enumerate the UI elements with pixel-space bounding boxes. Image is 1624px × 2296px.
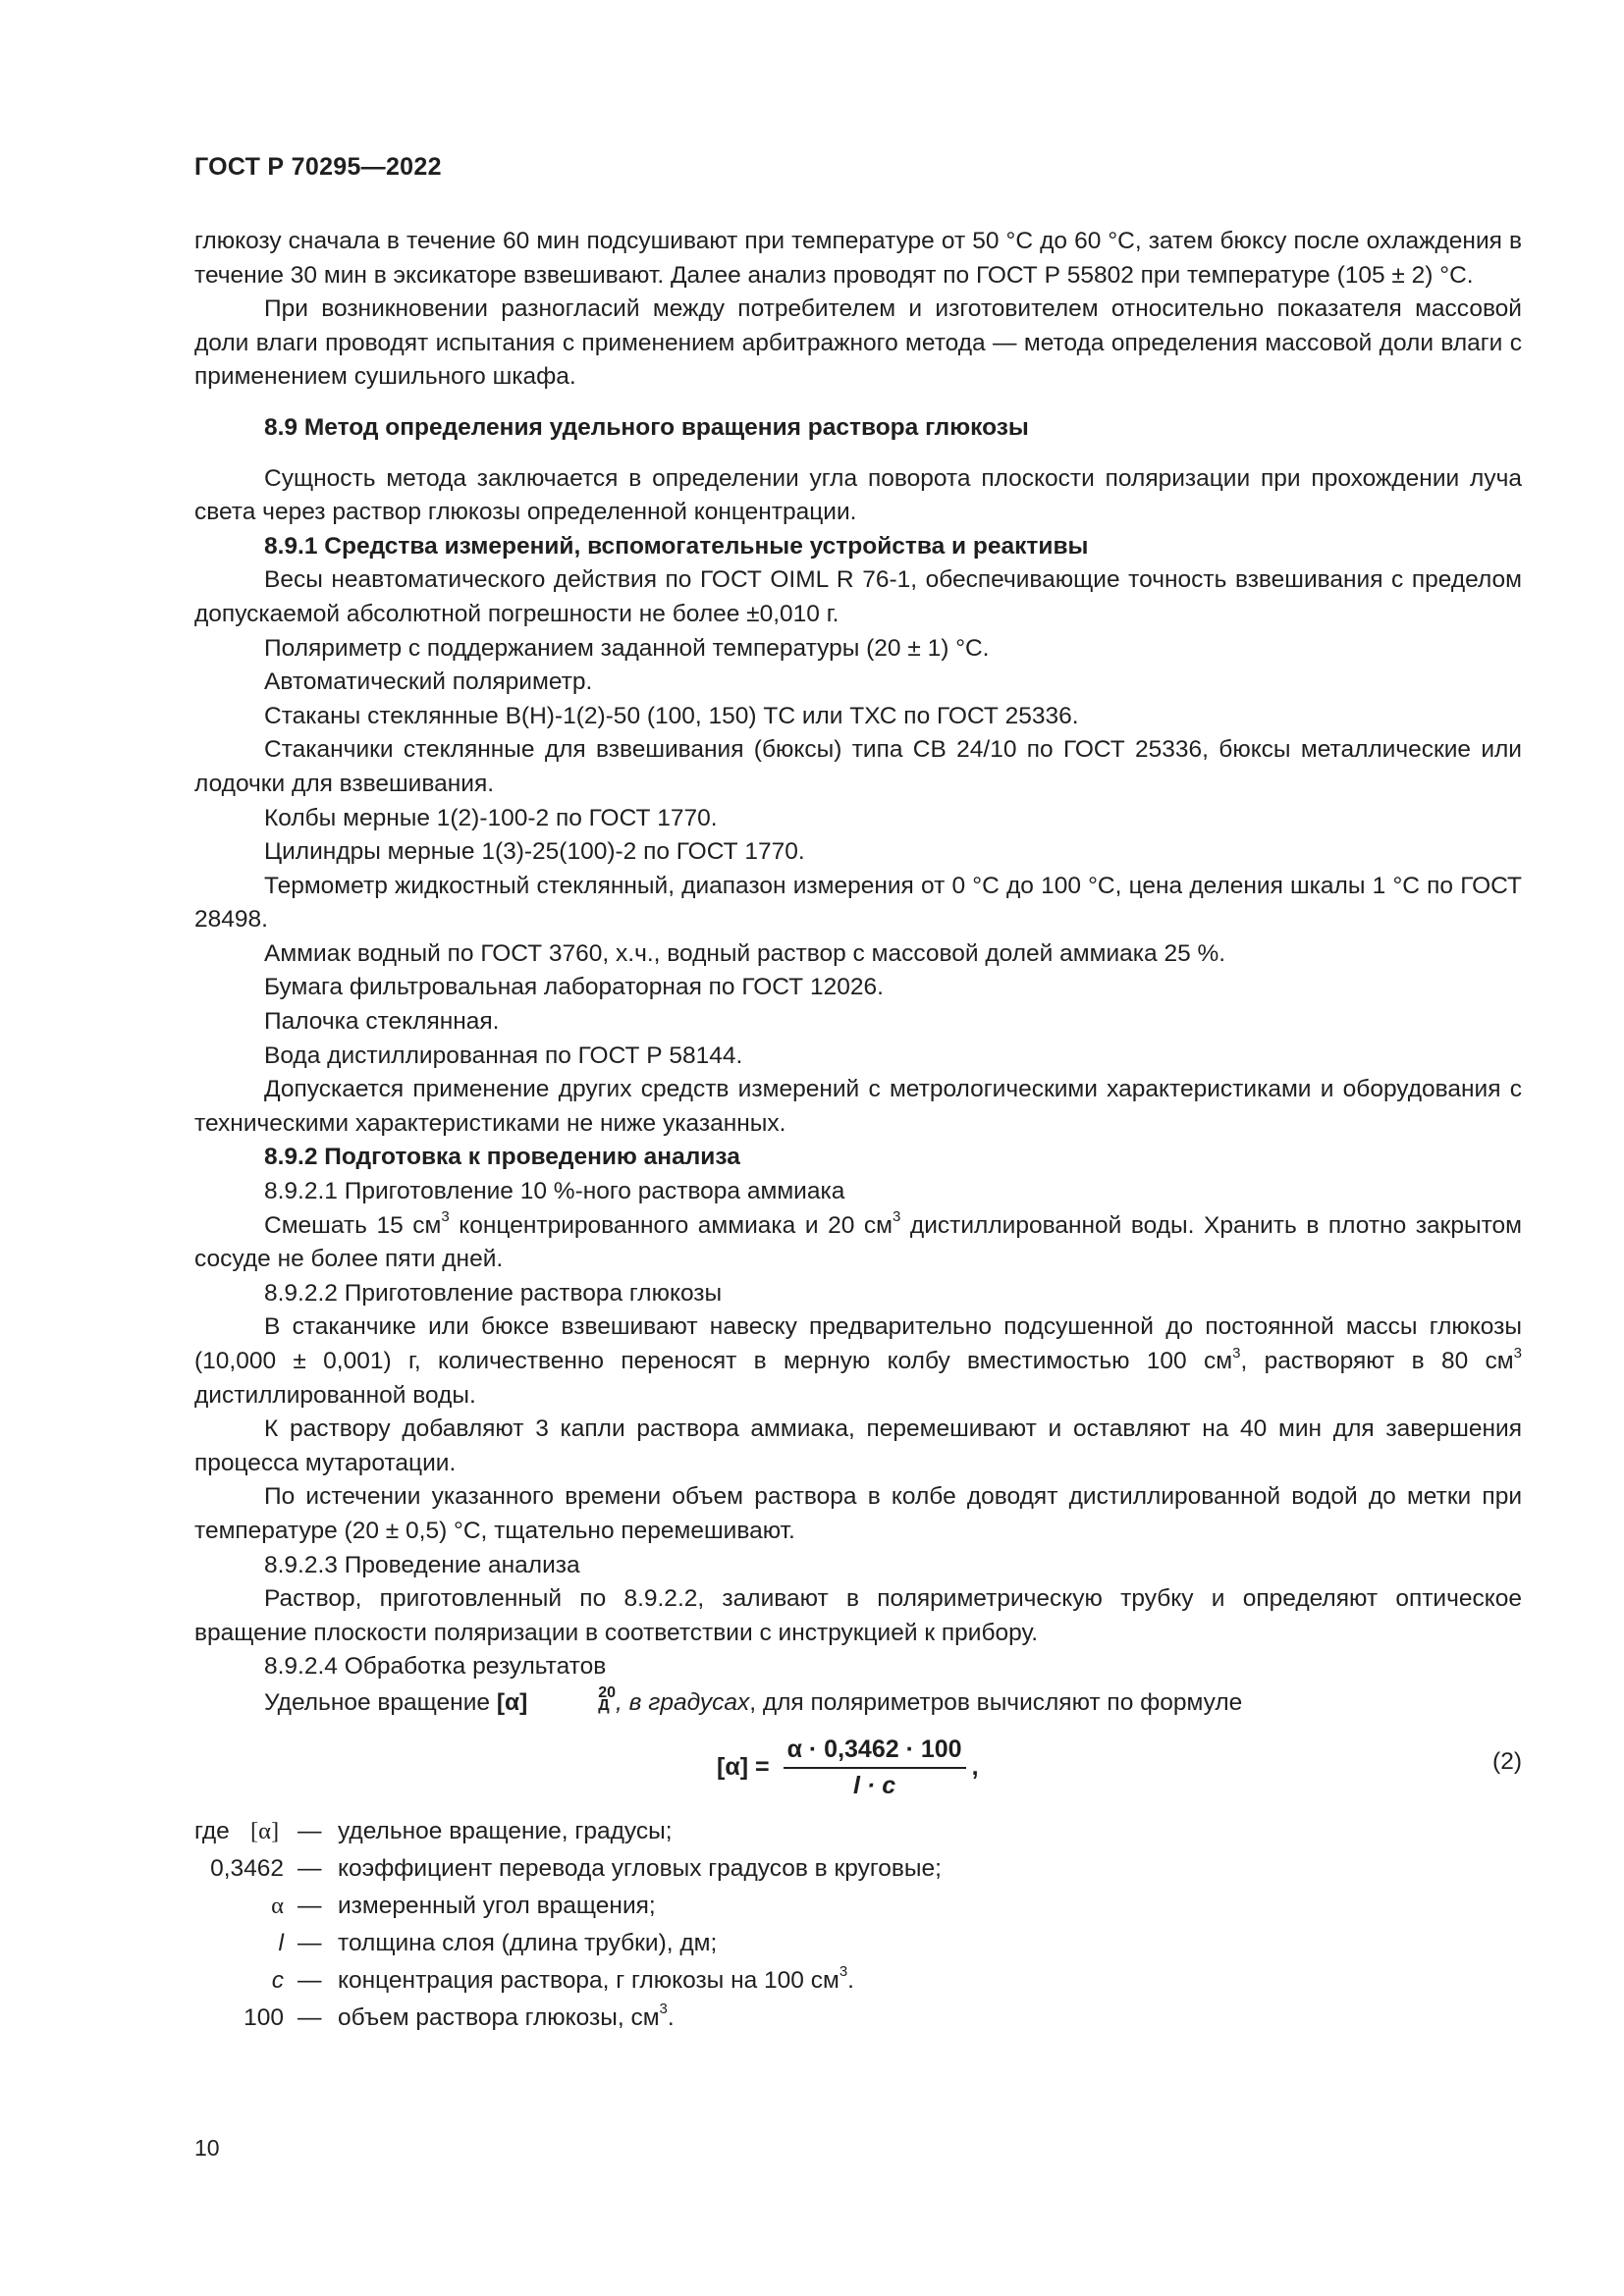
legend-text: измеренный угол вращения; (338, 1892, 656, 1919)
paragraph (194, 1209, 1522, 1277)
legend-text: объем раствора глюкозы, см (338, 2003, 660, 2031)
formula (717, 1735, 979, 1800)
paragraph: Сущность метода заключается в определении угла поворота плоскости поляризации при прохождении луча света через раствор глюкозы определенной концентрации. (194, 464, 1522, 526)
text-run: дистиллированной воды. (194, 1381, 476, 1409)
section-heading-8-9-2: 8.9.2 Подготовка к проведению анализа (264, 1144, 740, 1171)
page-content (194, 225, 1522, 2037)
formula-lhs: [α] = (717, 1752, 770, 1781)
legend-dash: — (298, 1966, 322, 1994)
legend-suffix: . (847, 1966, 854, 1994)
list-item: Поляриметр с поддержанием заданной температуры (20 ± 1) °С. (264, 634, 990, 662)
legend-dash: — (298, 2003, 322, 2031)
superscript: 3 (839, 1963, 848, 1981)
specific-rotation-symbol: [α] (496, 1688, 528, 1716)
text-run: Удельное вращение (264, 1688, 497, 1716)
legend-dash: — (298, 1929, 322, 1956)
legend-text-wrap (338, 2000, 675, 2037)
formula-legend (194, 1813, 1522, 2037)
text-run-italic: , в градусах (616, 1688, 750, 1716)
page-number: 10 (194, 2135, 220, 2161)
formula-number: (2) (1492, 1747, 1522, 1775)
paragraph: По истечении указанного времени объем раствора в колбе доводят дистиллированной водой до метки при температуре (20 ± 0,5) °С, тщательно перемешивают. (194, 1483, 1522, 1544)
legend-symbol: 100 (244, 2003, 284, 2031)
section-heading-8-9: 8.9 Метод определения удельного вращения раствора глюкозы (264, 413, 1029, 441)
list-item: Бумага фильтровальная лабораторная по ГОСТ 12026. (264, 974, 884, 1001)
subsection-heading-8-9-2-3: 8.9.2.3 Проведение анализа (264, 1551, 580, 1578)
list-item: Автоматический поляриметр. (264, 668, 593, 696)
text-run: , для поляриметров вычисляют по формуле (749, 1688, 1243, 1716)
subsection-heading-8-9-2-2: 8.9.2.2 Приготовление раствора глюкозы (264, 1279, 723, 1307)
list-item: Стаканы стеклянные В(Н)-1(2)-50 (100, 150) ТС или ТХС по ГОСТ 25336. (264, 702, 1079, 729)
rotation-scripts (528, 1684, 617, 1715)
text-run: концентрированного аммиака и 20 см (449, 1211, 893, 1239)
paragraph: При возникновении разногласий между потребителем и изготовителем относительно показателя массовой доли влаги проводят испытания с применением арбитражного метода — метода определения массовой доли влаги с применением сушильного шкафа. (194, 295, 1522, 391)
text-run: В стаканчике или бюксе взвешивают навеску предварительно подсушенной до постоянной массы глюкозы (10,000 ± 0,001) г, количественно переносят в мерную колбу вместимостью 100 см (194, 1313, 1522, 1374)
formula-block (194, 1729, 1522, 1799)
list-item: Вода дистиллированная по ГОСТ Р 58144. (264, 1041, 743, 1069)
list-item: Весы неавтоматического действия по ГОСТ OIML R 76-1, обеспечивающие точность взвешивания с пределом допускаемой абсолютной погрешности не более ±0,010 г. (194, 566, 1522, 627)
document-header: ГОСТ Р 70295—2022 (194, 153, 442, 181)
legend-symbol: 0,3462 (210, 1854, 284, 1882)
legend-row (194, 2000, 1522, 2037)
legend-symbol: α (271, 1892, 284, 1919)
legend-dash: — (298, 1817, 322, 1844)
section-heading-8-9-1: 8.9.1 Средства измерений, вспомогательные устройства и реактивы (264, 532, 1089, 560)
subsection-heading-8-9-2-1: 8.9.2.1 Приготовление 10 %-ного раствора аммиака (264, 1178, 845, 1205)
superscript: 3 (893, 1208, 901, 1226)
list-item: Термометр жидкостный стеклянный, диапазон измерения от 0 °С до 100 °С, цена деления шкалы 1 °С по ГОСТ 28498. (194, 872, 1522, 934)
subsection-heading-8-9-2-4: 8.9.2.4 Обработка результатов (264, 1653, 607, 1681)
paragraph: глюкозу сначала в течение 60 мин подсушивают при температуре от 50 °C до 60 °C, затем бюксу после охлаждения в течение 30 мин в эксикаторе взвешивают. Далее анализ проводят по ГОСТ Р 55802 при температуре (105 ± 2) °С. (194, 228, 1522, 289)
formula-numerator: α · 0,3462 · 100 (784, 1735, 966, 1769)
superscript: 3 (659, 2001, 668, 2018)
legend-symbol: l (278, 1929, 284, 1956)
legend-symbol: [α] (250, 1817, 280, 1844)
text-run: , растворяют в 80 см (1240, 1348, 1514, 1374)
d-line-subscript: Д (598, 1697, 610, 1715)
legend-row (194, 1850, 1522, 1888)
legend-text: коэффициент перевода угловых градусов в круговые; (338, 1854, 942, 1882)
superscript: 3 (1232, 1344, 1241, 1362)
legend-row (194, 1888, 1522, 1925)
paragraph (194, 1310, 1522, 1413)
formula-intro (194, 1686, 1522, 1721)
legend-dash: — (298, 1892, 322, 1919)
list-item: Палочка стеклянная. (264, 1008, 500, 1036)
list-item: Стаканчики стеклянные для взвешивания (бюксы) типа СВ 24/10 по ГОСТ 25336, бюксы металлические или лодочки для взвешивания. (194, 736, 1522, 797)
legend-row (194, 1962, 1522, 2000)
legend-row (194, 1813, 1522, 1850)
superscript: 3 (441, 1208, 450, 1226)
legend-dash: — (298, 1854, 322, 1882)
legend-text: толщина слоя (длина трубки), дм; (338, 1929, 718, 1956)
legend-symbol: c (271, 1966, 284, 1994)
list-item: Аммиак водный по ГОСТ 3760, х.ч., водный раствор с массовой долей аммиака 25 %. (264, 939, 1226, 967)
text-run: дистиллированной воды. Хранить в плотно закрытом сосуде не более пяти дней. (194, 1211, 1523, 1273)
paragraph: Раствор, приготовленный по 8.9.2.2, заливают в поляриметрическую трубку и определяют оптическое вращение плоскости поляризации в соответствии с инструкцией к прибору. (194, 1585, 1522, 1646)
legend-text: удельное вращение, градусы; (338, 1817, 673, 1844)
paragraph: Допускается применение других средств измерений с метрологическими характеристиками и оборудования с техническими характеристиками не ниже указанных. (194, 1076, 1522, 1137)
legend-prefix: где (194, 1817, 230, 1844)
legend-text-wrap (338, 1962, 854, 2000)
formula-denominator: l · c (853, 1771, 896, 1799)
list-item: Колбы мерные 1(2)-100-2 по ГОСТ 1770. (264, 804, 718, 831)
legend-row (194, 1925, 1522, 1962)
legend-suffix: . (667, 2003, 675, 2031)
formula-fraction (784, 1735, 966, 1800)
list-item: Цилиндры мерные 1(3)-25(100)-2 по ГОСТ 1770. (264, 838, 805, 866)
paragraph: К раствору добавляют 3 капли раствора аммиака, перемешивают и оставляют на 40 мин для завершения процесса мутаротации. (194, 1415, 1522, 1476)
superscript: 3 (1513, 1344, 1522, 1362)
text-run: Смешать 15 см (264, 1211, 442, 1239)
temperature-superscript: 20 (598, 1684, 617, 1702)
formula-comma: , (971, 1752, 979, 1781)
legend-text: концентрация раствора, г глюкозы на 100 см (338, 1966, 839, 1994)
